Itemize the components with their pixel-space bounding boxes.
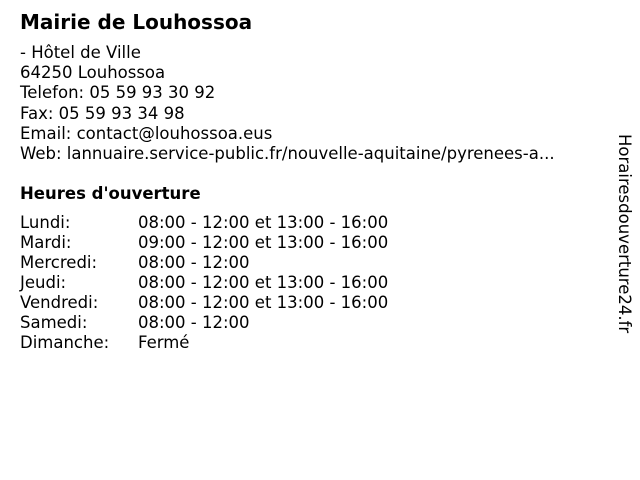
- fax-line: Fax: 05 59 93 34 98: [20, 103, 185, 123]
- day-label: Mardi:: [20, 233, 72, 252]
- time-value: 09:00 - 12:00 et 13:00 - 16:00: [138, 233, 389, 252]
- day-label: Mercredi:: [20, 253, 98, 272]
- time-value: 08:00 - 12:00: [138, 313, 250, 332]
- hours-heading: Heures d'ouverture: [20, 184, 201, 203]
- street-line: - Hôtel de Ville: [20, 43, 141, 62]
- day-label: Vendredi:: [20, 293, 99, 312]
- city-line: 64250 Louhossoa: [20, 63, 166, 83]
- day-label: Jeudi:: [20, 273, 67, 292]
- day-label: Dimanche:: [20, 333, 110, 352]
- day-label: Lundi:: [20, 213, 71, 232]
- phone-line: Telefon: 05 59 93 30 92: [20, 83, 216, 103]
- web-line: Web: lannuaire.service-public.fr/nouvelle-aquitaine/pyrenees-a...: [20, 143, 555, 163]
- address-block: [20, 43, 555, 164]
- site-watermark: Horairesdouverture24.fr: [615, 134, 634, 334]
- time-value: 08:00 - 12:00 et 13:00 - 16:00: [138, 213, 389, 232]
- day-label: Samedi:: [20, 313, 88, 332]
- time-value: 08:00 - 12:00: [138, 253, 250, 272]
- time-value: 08:00 - 12:00 et 13:00 - 16:00: [138, 293, 389, 312]
- time-value: Fermé: [138, 333, 190, 352]
- time-value: 08:00 - 12:00 et 13:00 - 16:00: [138, 273, 389, 292]
- page-title: Mairie de Louhossoa: [20, 10, 253, 34]
- email-line: Email: contact@louhossoa.eus: [20, 123, 273, 143]
